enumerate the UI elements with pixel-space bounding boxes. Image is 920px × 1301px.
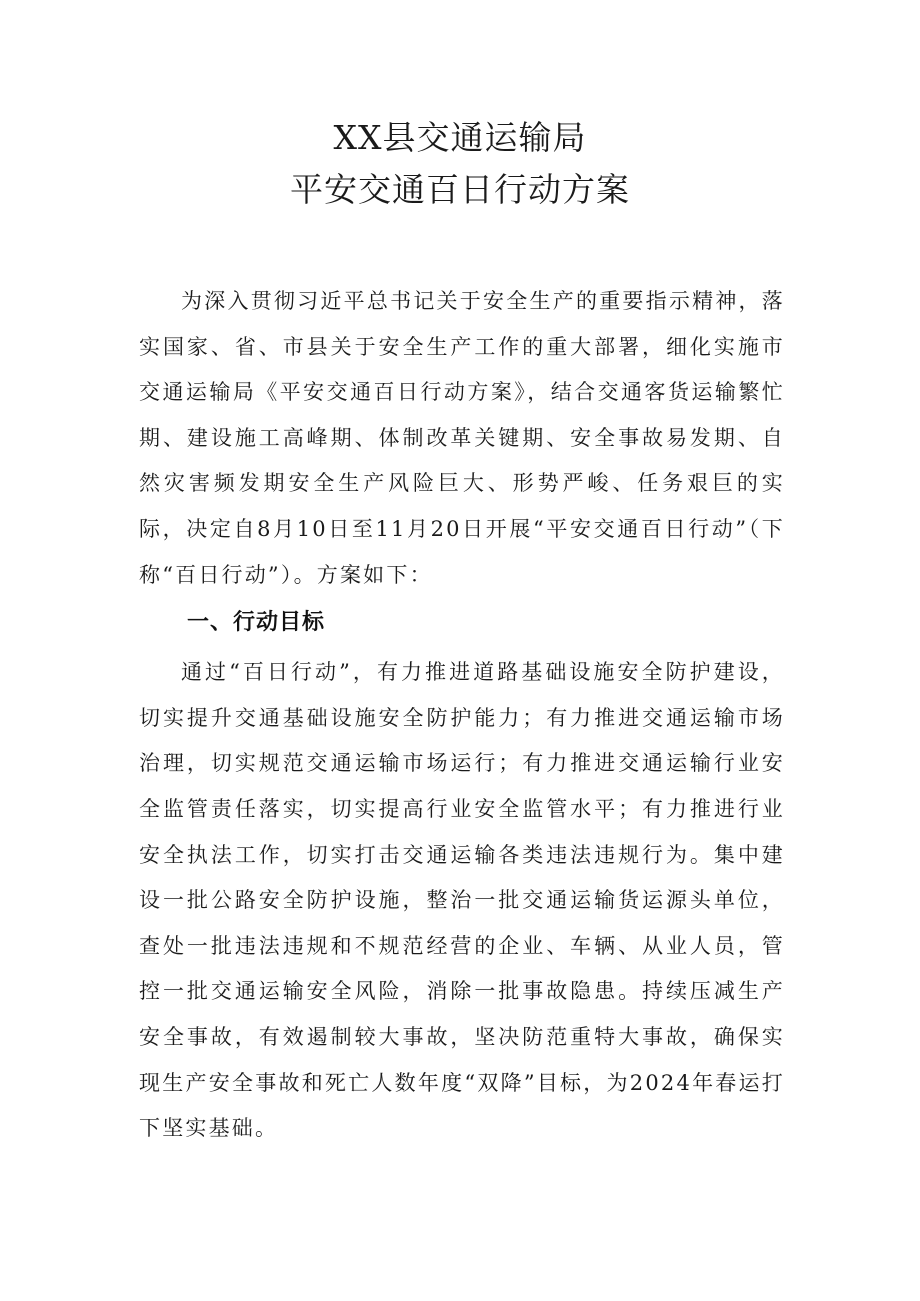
document-title	[0, 112, 920, 216]
intro-paragraph: 为深入贯彻习近平总书记关于安全生产的重要指示精神，落实国家、省、市县关于安全生产工作的重大部署，细化实施市交通运输局《平安交通百日行动方案》，结合交通客货运输繁忙期、建设施工高峰期、体制改革关键期、安全事故易发期、自然灾害频发期安全生产风险巨大、形势严峻、任务艰巨的实际，决定自8月10日至11月20日开展“平安交通百日行动”（下称“百日行动”）。方案如下：	[139, 289, 785, 587]
document-body	[139, 279, 785, 1152]
title-line-plan: 平安交通百日行动方案	[290, 170, 630, 209]
section-goals-paragraph: 通过“百日行动”，有力推进道路基础设施安全防护建设，切实提升交通基础设施安全防护能力；有力推进交通运输市场治理，切实规范交通运输市场运行；有力推进交通运输行业安全监管责任落实，切实提高行业安全监管水平；有力推进行业安全执法工作，切实打击交通运输各类违法违规行为。集中建设一批公路安全防护设施，整治一批交通运输货运源头单位，查处一批违法违规和不规范经营的企业、车辆、从业人员，管控一批交通运输安全风险，消除一批事故隐患。持续压减生产安全事故，有效遏制较大事故，坚决防范重特大事故，确保实现生产安全事故和死亡人数年度“双降”目标，为2024年春运打下坚实基础。	[139, 660, 785, 1141]
section-heading-goals: 一、行动目标	[187, 610, 326, 636]
title-line-agency: XX县交通运输局	[333, 118, 587, 157]
